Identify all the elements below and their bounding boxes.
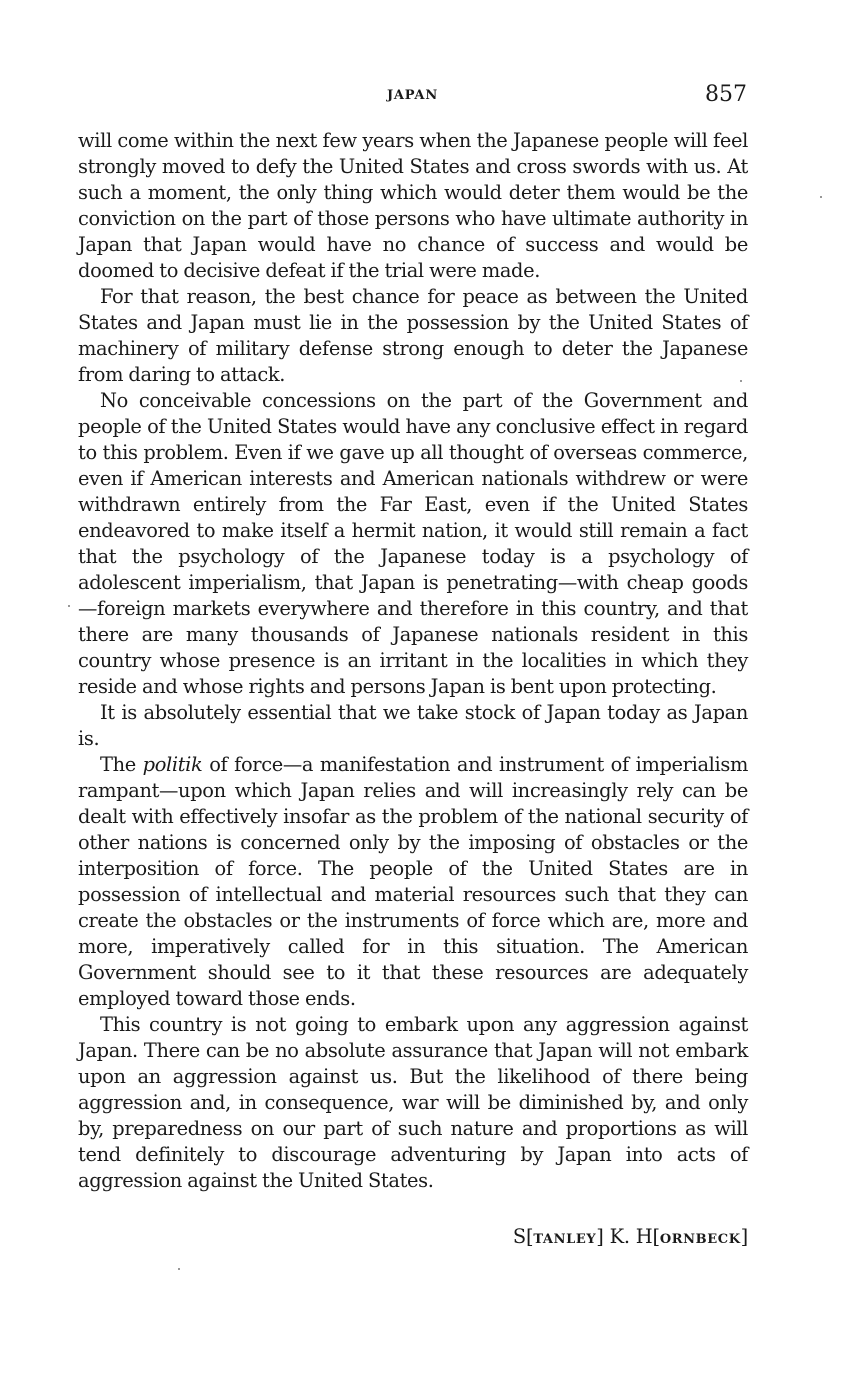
page-header (78, 82, 747, 112)
body-text (78, 128, 748, 1194)
running-title: JAPAN (386, 88, 439, 103)
paragraph-1: will come within the next few years when the Japanese people will feel strongly moved to defy the United States and cross swords with us. At such a moment, the only thing which would deter them would be the conviction on the part of those persons who have ultimate authority in Japan that Japan would have no chance of success and would be doomed to decisive defeat if the trial were made. (78, 129, 748, 282)
scan-speck (820, 196, 822, 198)
paragraph-5-lead: The (100, 753, 143, 776)
signature-first-initial: S[ (512, 1225, 534, 1248)
author-signature (513, 1225, 748, 1248)
paragraph-5-text: of force—a manifestation and instrument of imperialism rampant—upon which Japan relies and will increasingly rely can be dealt with effectively insofar as the problem of the national security of other nations is concerned only by the imposing of obstacles or the interposition of force. The people of the United States are in possession of intellectual and material resources such that they can create the obstacles or the instruments of force which are, more and more, imperatively called for in this situation. The American Government should see to it that these resources are adequately employed toward those ends. (78, 753, 748, 1010)
scan-speck (68, 605, 70, 607)
paragraph-6: This country is not going to embark upon any aggression against Japan. There can be no absolute assurance that Japan will not embark upon an aggression against us. But the likelihood of there being aggression and, in consequence, war will be diminished by, and only by, preparedness on our part of such nature and proportions as will tend definitely to discourage adventuring by Japan into acts of aggression against the United States. (78, 1013, 748, 1192)
paragraph-5 (78, 752, 748, 1012)
scan-speck (740, 380, 742, 382)
signature-middle: ] K. H[ (596, 1225, 660, 1248)
signature-first-rest: TANLEY (533, 1232, 597, 1247)
italic-word-politik: politik (142, 753, 203, 776)
scan-speck (178, 1268, 180, 1270)
paragraph-3: No conceivable concessions on the part of the Government and people of the United States would have any conclusive effect in regard to this problem. Even if we gave up all thought of overseas commerce, even if American interests and American nationals withdrew or were withdrawn entirely from the Far East, even if the United States endeavored to make itself a hermit nation, it would still remain a fact that the psychology of the Japanese today is a psychology of adolescent imperialism, that Japan is penetrating—with cheap goods—foreign markets everywhere and therefore in this country, and that there are many thousands of Japanese nationals resident in this country whose presence is an irritant in the localities in which they reside and whose rights and persons Japan is bent upon protecting. (78, 389, 748, 698)
signature-close: ] (740, 1225, 748, 1248)
paragraph-2: For that reason, the best chance for peace as between the United States and Japan must lie in the possession by the United States of machinery of military defense strong enough to deter the Japanese from daring to attack. (78, 285, 748, 386)
signature-last-rest: ORNBECK (659, 1232, 741, 1247)
paragraph-4: It is absolutely essential that we take stock of Japan today as Japan is. (78, 701, 748, 750)
page-number: 857 (705, 82, 747, 107)
